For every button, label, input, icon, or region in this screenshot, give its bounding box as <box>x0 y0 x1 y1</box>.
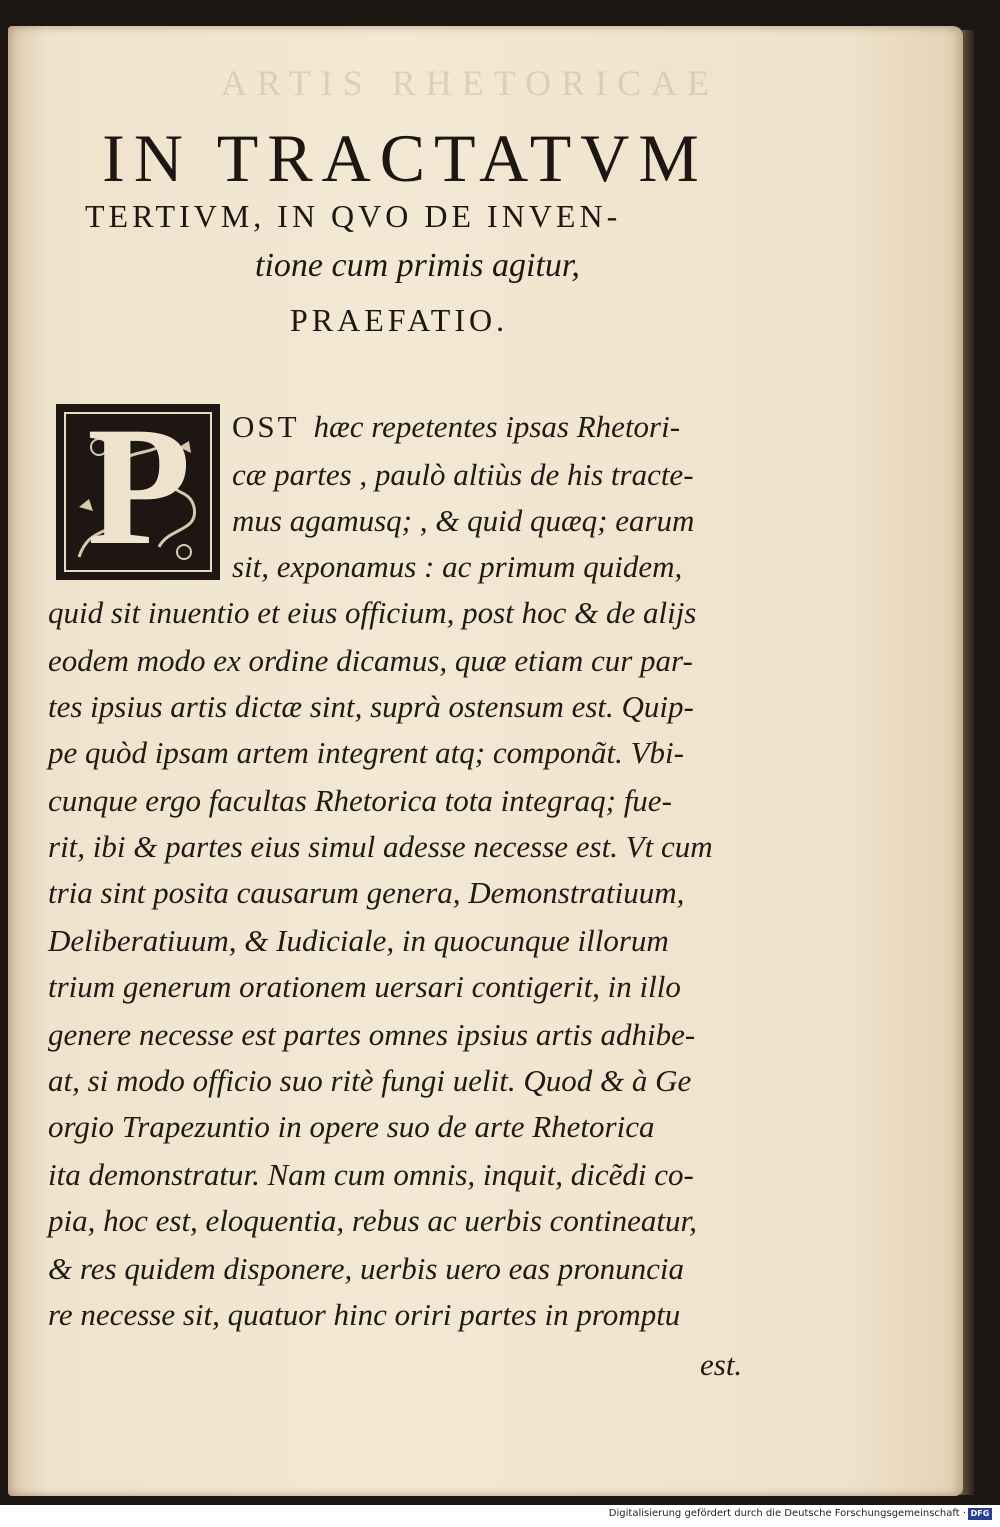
text-line: at, si modo officio suo ritè fungi uelit. Quod & à Ge <box>48 1063 692 1098</box>
text-line: trium generum orationem uersari contigerit, in illo <box>48 969 681 1004</box>
digitization-credit: Digitalisierung gefördert durch die Deutsche Forschungsgemeinschaft · <box>608 1508 966 1519</box>
text-line: rit, ibi & partes eius simul adesse necesse est. Vt cum <box>48 829 713 864</box>
text-line: pe quòd ipsam artem integrent atq; componãt. Vbi- <box>48 735 684 770</box>
text-line: & res quidem disponere, uerbis uero eas pronuncia <box>48 1251 684 1286</box>
text-line: eodem modo ex ordine dicamus, quæ etiam cur par- <box>48 643 693 678</box>
text-line: tria sint posita causarum genera, Demonstratiuum, <box>48 875 685 910</box>
text-line: orgio Trapezuntio in opere suo de arte Rhetorica <box>48 1109 655 1144</box>
catchword: est. <box>700 1347 743 1382</box>
heading-praefatio: PRAEFATIO. <box>290 302 509 338</box>
text-line <box>232 404 757 450</box>
text-line: sit, exponamus : ac primum quidem, <box>232 549 683 584</box>
first-word: OST <box>232 409 300 444</box>
bleed-through-text: ARTIS RHETORICAE <box>220 63 720 103</box>
dfg-logo: DFG <box>968 1508 992 1520</box>
text-line: ita demonstratur. Nam cum omnis, inquit, dicẽdi co- <box>48 1157 694 1192</box>
heading-line-3: tione cum primis agitur, <box>255 247 580 284</box>
text-line: pia, hoc est, eloquentia, rebus ac uerbis contineatur, <box>48 1203 697 1238</box>
heading-line-1: IN TRACTATVM <box>102 120 708 196</box>
text-line: cæ partes , paulò altiùs de his tracte- <box>232 457 694 492</box>
text-line: genere necesse est partes omnes ipsius artis adhibe- <box>48 1017 696 1052</box>
text-line: tes ipsius artis dictæ sint, suprà ostensum est. Quip- <box>48 689 694 724</box>
decorated-initial <box>56 392 220 580</box>
text-line: quid sit inuentio et eius officium, post hoc & de alijs <box>48 595 697 630</box>
text-line-content: hæc repetentes ipsas Rhetori- <box>313 409 681 444</box>
text-line: re necesse sit, quatuor hinc oriri partes in promptu <box>48 1297 681 1332</box>
text-line: mus agamusq; , & quid quæq; earum <box>232 503 695 538</box>
drop-cap-letter: P <box>87 392 191 580</box>
text-line: Deliberatiuum, & Iudiciale, in quocunque illorum <box>48 923 669 958</box>
heading-line-2: TERTIVM, IN QVO DE INVEN- <box>85 198 622 234</box>
text-line: cunque ergo facultas Rhetorica tota integraq; fue- <box>48 783 672 818</box>
